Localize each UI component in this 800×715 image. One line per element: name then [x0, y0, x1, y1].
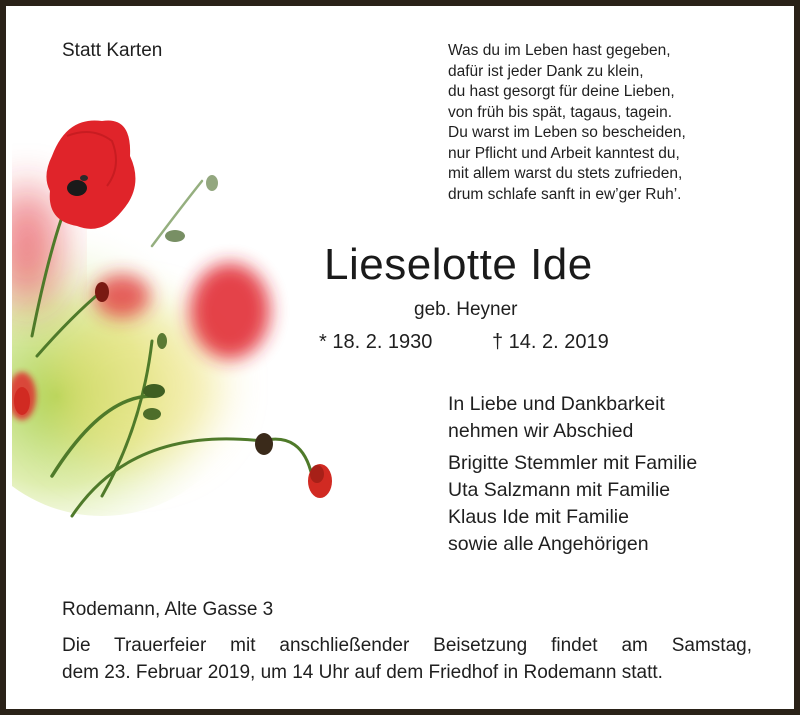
poem-line: nur Pflicht und Arbeit kanntest du, [448, 144, 680, 162]
family-address: Rodemann, Alte Gasse 3 [62, 599, 274, 620]
poem [448, 41, 686, 205]
poem-line: drum schlafe sanft in ew’ger Ruh’. [448, 185, 682, 203]
birth-date: * 18. 2. 1930 [319, 331, 433, 353]
farewell-text [448, 391, 665, 445]
funeral-details-line: dem 23. Februar 2019, um 14 Uhr auf dem Friedhof in Rodemann statt. [62, 662, 663, 683]
farewell-line: In Liebe und Dankbarkeit [448, 393, 665, 415]
poem-line: Was du im Leben hast gegeben, [448, 42, 671, 59]
mourner-entry: Brigitte Stemmler mit Familie [448, 452, 698, 474]
poem-line: mit allem warst du stets zufrieden, [448, 165, 683, 182]
deceased-name: Lieselotte Ide [324, 240, 593, 289]
death-date: † 14. 2. 2019 [492, 331, 609, 353]
mourner-entry: Uta Salzmann mit Familie [448, 479, 671, 501]
mourner-entry: Klaus Ide mit Familie [448, 506, 629, 528]
header-statt-karten: Statt Karten [62, 40, 163, 61]
poem-line: dafür ist jeder Dank zu klein, [448, 62, 644, 80]
poem-line: von früh bis spät, tagaus, tagein. [448, 103, 673, 121]
poppy-flowers-illustration [12, 96, 342, 576]
funeral-details [62, 632, 752, 686]
poem-line: Du warst im Leben so bescheiden, [448, 124, 686, 141]
mourners-list [448, 450, 697, 558]
maiden-name: geb. Heyner [414, 299, 518, 320]
funeral-details-line: Die Trauerfeier mit anschließender Beisetzung findet am Samstag, [62, 635, 752, 656]
farewell-line: nehmen wir Abschied [448, 420, 634, 442]
poem-line: du hast gesorgt für deine Lieben, [448, 83, 675, 100]
mourner-entry: sowie alle Angehörigen [448, 533, 649, 555]
